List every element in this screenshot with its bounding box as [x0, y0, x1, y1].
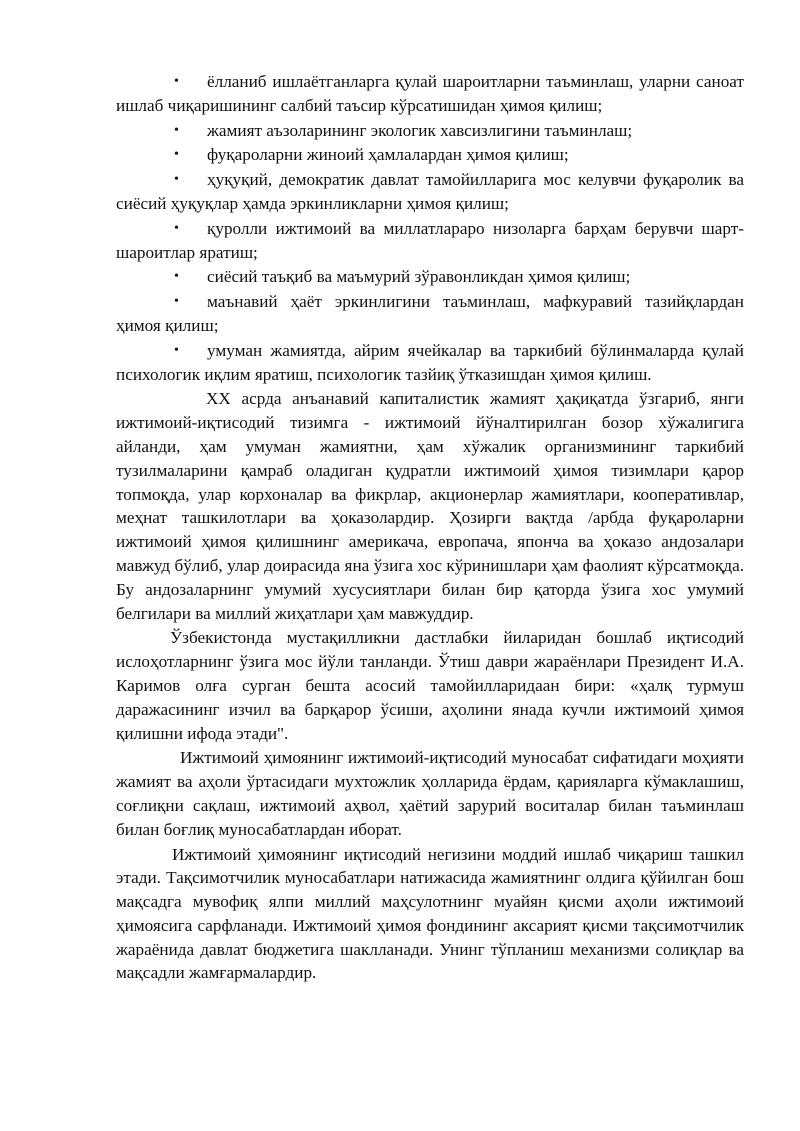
- bullet-text: жамият аъзоларининг экологик хавсизлигини таъминлаш;: [207, 120, 633, 140]
- bullet-text: фуқароларни жиноий ҳамлалардан ҳимоя қилиш;: [207, 145, 569, 165]
- body-paragraph: Ижтимоий ҳимоянинг иқтисодий негизини моддий ишлаб чиқариш ташкил этади. Тақсимотчилик муносабатлари натижасида жамиятнинг олдига қўйилган бош мақсадга мувофиқ ялпи миллий маҳсулотнинг муайян қисми аҳоли ижтимоий ҳимоясига сарфланади. Ижтимоий ҳимоя фондининг аксарият қисми тақсимотчилик жараёнида давлат бюджетига шаклланади. Унинг тўпланиш механизми солиқлар ва мақсадли жамғармалардир.: [116, 844, 744, 983]
- body-paragraph: Ижтимоий ҳимоянинг ижтимоий-иқтисодий муносабат сифатидаги моҳияти жамият ва аҳоли ўртасидаги мухтожлик ҳолларида ёрдам, қарияларга кўмаклашиш, соғлиқни сақлаш, ижтимоий аҳвол, ҳаётий зарурий воситалар билан таъминлаш билан боғлиқ муносабатлардан иборат.: [116, 748, 744, 839]
- bullet-icon: •: [174, 269, 179, 285]
- body-paragraph: XX асрда анъанавий капиталистик жамият ҳақиқатда ўзгариб, янги ижтимоий-иқтисодий тизимга - ижтимоий йўналтирилган бозор хўжалигига айланди, ҳам умуман жамиятни, ҳам хўжалик организмининг таркибий тузилмаларини қамраб оладиган қудратли ижтимоий ҳимоя тизимлари қарор топмоқда, улар корхоналар ва фикрлар, акционерлар жамиятлари, кооперативлар, меҳнат ташкилотлари ва ҳоказолардир. Ҳозирги вақтда /арбда фуқароларни ижтимоий ҳимоя қилишнинг америкача, европача, японча ва ҳоказо андозалари мавжуд бўлиб, улар доирасида яна ўзига хос кўринишлари ҳам фаолият кўрсатмоқда. Бу андозаларнинг умумий хусусиятлари билан бир қаторда ўзига хос умумий белгилари ва миллий жиҳатлари ҳам мавжуддир.: [116, 389, 744, 623]
- bullet-item: [116, 143, 744, 167]
- bullet-item: [116, 70, 744, 118]
- bullet-text: сиёсий таъқиб ва маъмурий зўравонликдан ҳимоя қилиш;: [207, 267, 631, 287]
- bullet-item: [116, 265, 744, 289]
- bullet-text: ёлланиб ишлаётганларга қулай шароитларни таъминлаш, уларни саноат ишлаб чиқаришининг салбий таъсир кўрсатишидан ҳимоя қилиш;: [116, 72, 744, 115]
- bullet-item: [116, 290, 744, 338]
- bullet-icon: •: [174, 122, 179, 138]
- bullet-text: маънавий ҳаёт эркинлигини таъминлаш, мафкуравий тазийқлардан ҳимоя қилиш;: [116, 292, 744, 335]
- bullet-item: [116, 168, 744, 216]
- bullet-item: [116, 119, 744, 143]
- bullet-icon: •: [174, 74, 179, 89]
- body-paragraph: Ўзбекистонда мустақилликни дастлабки йиларидан бошлаб иқтисодий ислоҳотларнинг ўзига мос йўли танланди. Ўтиш даври жараёнлари Президент И.А. Каримов олға сурган бешта асосий тамойилларидаан бири: «ҳалқ турмуш даражасининг изчил ва барқарор ўсиши, аҳолини янада кучли ижтимоий ҳимоя қилишни ифода этади".: [116, 628, 744, 743]
- document-body: [116, 70, 744, 986]
- bullet-icon: •: [174, 342, 179, 358]
- bullet-item: [116, 339, 744, 387]
- bullet-icon: •: [174, 294, 179, 310]
- bullet-icon: •: [174, 147, 179, 163]
- bullet-icon: •: [174, 172, 179, 188]
- bullet-text: қуролли ижтимоий ва миллатлараро низоларга барҳам берувчи шарт-шароитлар яратиш;: [116, 218, 744, 262]
- bullet-item: [116, 217, 744, 265]
- bullet-icon: •: [174, 220, 179, 236]
- bullet-text: умуман жамиятда, айрим ячейкалар ва таркибий бўлинмаларда қулай психологик иқлим яратиш, психологик тазйиқ ўтказишдан ҳимоя қилиш.: [116, 340, 744, 384]
- bullet-text: ҳуқуқий, демократик давлат тамойилларига мос келувчи фуқаролик ва сиёсий ҳуқуқлар ҳамда эркинликларни ҳимоя қилиш;: [116, 170, 744, 213]
